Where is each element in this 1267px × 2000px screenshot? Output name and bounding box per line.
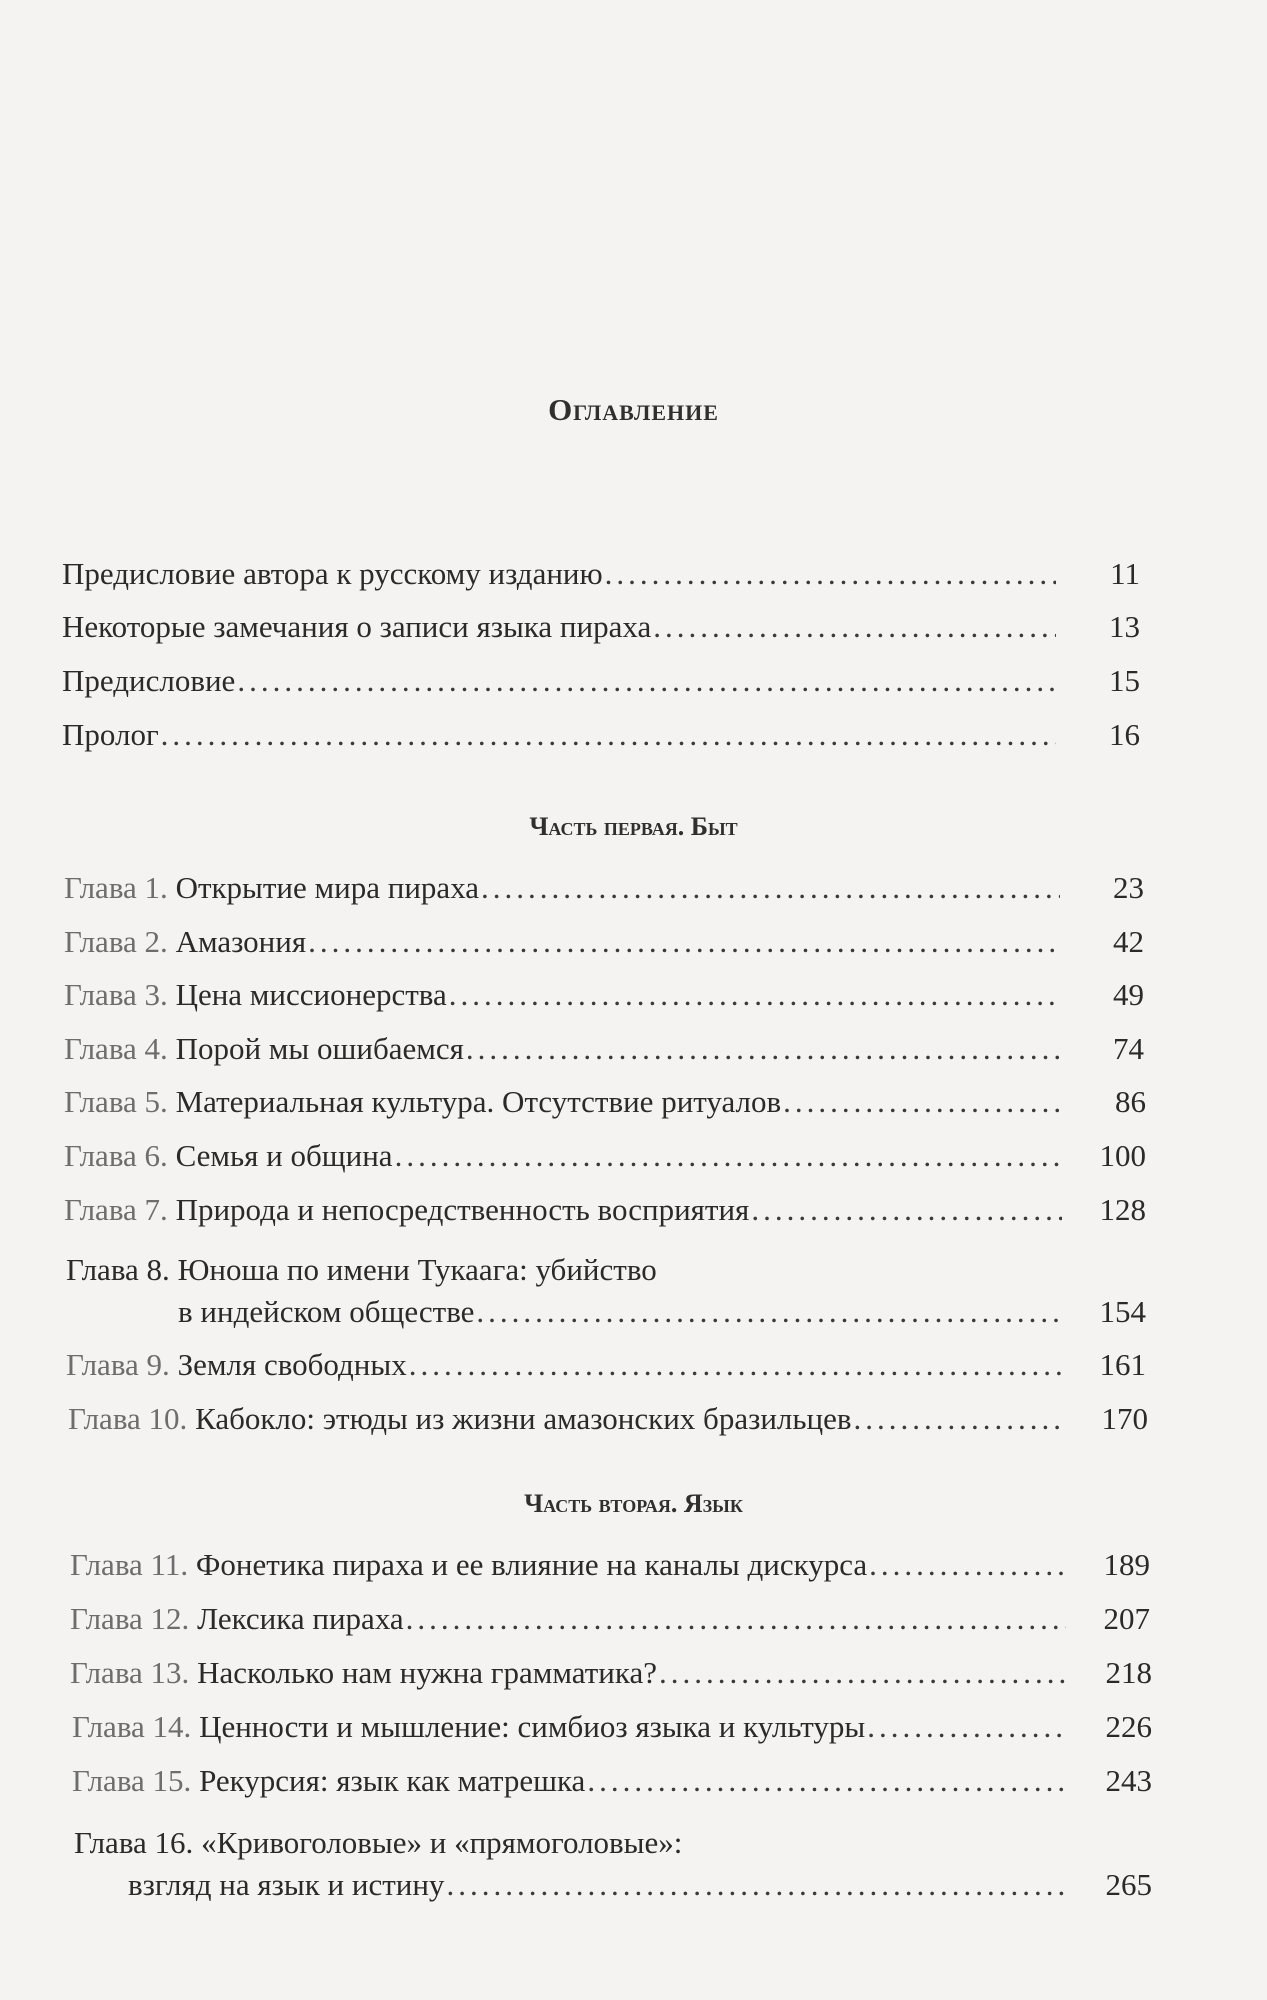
leader-dots bbox=[783, 1081, 1062, 1123]
chapter-title: Открытие мира пираха bbox=[175, 870, 480, 905]
chapter-prefix: Глава 11. bbox=[70, 1547, 189, 1582]
chapter-title-continued: в индейском обществе bbox=[178, 1294, 475, 1329]
toc-entry bbox=[64, 974, 1144, 1016]
page-number: 154 bbox=[1099, 1294, 1146, 1329]
page-number: 226 bbox=[1105, 1709, 1152, 1744]
toc-entry bbox=[64, 1081, 1146, 1123]
page-number: 170 bbox=[1101, 1401, 1148, 1436]
page-number: 243 bbox=[1105, 1763, 1152, 1798]
toc-entry-first-line bbox=[74, 1822, 682, 1864]
entry-label: Предисловие автора к русскому изданию bbox=[62, 556, 603, 591]
page-number: 128 bbox=[1099, 1192, 1146, 1227]
toc-entry bbox=[66, 1344, 1146, 1386]
toc-entry bbox=[64, 1028, 1144, 1070]
leader-dots bbox=[449, 974, 1060, 1016]
section-heading: Часть первая. Быт bbox=[529, 812, 738, 841]
page-number: 161 bbox=[1099, 1347, 1146, 1382]
leader-dots bbox=[446, 1864, 1068, 1906]
chapter-title: Юноша по имени Тукаага: убийство bbox=[177, 1252, 657, 1287]
leader-dots bbox=[406, 1598, 1066, 1640]
chapter-prefix: Глава 4. bbox=[64, 1031, 168, 1066]
chapter-title: «Кривоголовые» и «прямоголовые»: bbox=[201, 1825, 683, 1860]
leader-dots bbox=[869, 1544, 1066, 1586]
chapter-title: Насколько нам нужна грамматика? bbox=[197, 1655, 658, 1690]
page-number: 100 bbox=[1099, 1138, 1146, 1173]
leader-dots bbox=[308, 921, 1060, 963]
entry-label: Пролог bbox=[62, 717, 159, 752]
chapter-title: Фонетика пираха и ее влияние на каналы дискурса bbox=[195, 1547, 868, 1582]
page-title: Оглавление bbox=[548, 392, 719, 427]
chapter-prefix: Глава 8. bbox=[66, 1252, 170, 1287]
leader-dots bbox=[751, 1189, 1062, 1231]
page-number: 207 bbox=[1103, 1601, 1150, 1636]
chapter-prefix: Глава 12. bbox=[70, 1601, 190, 1636]
chapter-title: Лексика пираха bbox=[197, 1601, 404, 1636]
toc-entry bbox=[62, 660, 1140, 702]
chapter-prefix: Глава 1. bbox=[64, 870, 168, 905]
page-number: 15 bbox=[1109, 663, 1140, 698]
chapter-prefix: Глава 10. bbox=[68, 1401, 188, 1436]
toc-entry bbox=[62, 714, 1140, 756]
page-number: 86 bbox=[1115, 1084, 1146, 1119]
chapter-prefix: Глава 9. bbox=[66, 1347, 170, 1382]
entry-label bbox=[72, 1706, 865, 1748]
chapter-title: Земля свободных bbox=[177, 1347, 407, 1382]
entry-label bbox=[70, 1544, 867, 1586]
chapter-prefix: Глава 16. bbox=[74, 1825, 194, 1860]
toc-entry-first-line bbox=[66, 1249, 657, 1291]
leader-dots bbox=[587, 1760, 1068, 1802]
leader-dots bbox=[409, 1344, 1062, 1386]
chapter-title: Цена миссионерства bbox=[175, 977, 447, 1012]
leader-dots bbox=[659, 1652, 1068, 1694]
entry-label bbox=[66, 1344, 407, 1386]
toc-entry bbox=[68, 1398, 1148, 1440]
entry-label bbox=[70, 1598, 404, 1640]
section-heading: Часть вторая. Язык bbox=[524, 1489, 743, 1518]
page-number: 265 bbox=[1105, 1867, 1152, 1902]
entry-label bbox=[64, 1189, 749, 1231]
chapter-title: Амазония bbox=[175, 924, 307, 959]
leader-dots bbox=[481, 867, 1060, 909]
page-number: 218 bbox=[1105, 1655, 1152, 1690]
chapter-prefix: Глава 13. bbox=[70, 1655, 190, 1690]
toc-entry bbox=[64, 921, 1144, 963]
toc-entry bbox=[70, 1544, 1150, 1586]
page-number: 16 bbox=[1109, 717, 1140, 752]
chapter-prefix: Глава 7. bbox=[64, 1192, 168, 1227]
entry-label bbox=[72, 1760, 585, 1802]
leader-dots bbox=[605, 553, 1056, 595]
leader-dots bbox=[476, 1291, 1062, 1333]
entry-label: Предисловие bbox=[62, 663, 236, 698]
toc-entry bbox=[128, 1864, 1152, 1906]
entry-label bbox=[64, 921, 306, 963]
chapter-prefix: Глава 5. bbox=[64, 1084, 168, 1119]
page-number: 13 bbox=[1109, 609, 1140, 644]
entry-label bbox=[64, 1081, 781, 1123]
leader-dots bbox=[237, 660, 1056, 702]
leader-dots bbox=[854, 1398, 1064, 1440]
leader-dots bbox=[653, 606, 1056, 648]
toc-entry bbox=[72, 1760, 1152, 1802]
entry-label: Некоторые замечания о записи языка пираха bbox=[62, 609, 652, 644]
chapter-title: Природа и непосредственность восприятия bbox=[175, 1192, 750, 1227]
chapter-prefix: Глава 3. bbox=[64, 977, 168, 1012]
toc-entry bbox=[64, 1135, 1146, 1177]
entry-label bbox=[64, 867, 479, 909]
toc-entry bbox=[72, 1706, 1152, 1748]
chapter-prefix: Глава 6. bbox=[64, 1138, 168, 1173]
chapter-prefix: Глава 2. bbox=[64, 924, 168, 959]
toc-entry bbox=[62, 553, 1140, 595]
chapter-prefix: Глава 15. bbox=[72, 1763, 192, 1798]
entry-label bbox=[64, 1028, 464, 1070]
chapter-title: Рекурсия: язык как матрешка bbox=[199, 1763, 586, 1798]
chapter-title: Семья и община bbox=[175, 1138, 393, 1173]
leader-dots bbox=[867, 1706, 1068, 1748]
toc-entry bbox=[64, 1189, 1146, 1231]
toc-entry bbox=[178, 1291, 1146, 1333]
toc-entry bbox=[70, 1598, 1150, 1640]
toc-entry bbox=[64, 867, 1144, 909]
toc-entry bbox=[70, 1652, 1152, 1694]
entry-label bbox=[64, 974, 447, 1016]
entry-label bbox=[64, 1135, 393, 1177]
chapter-title-continued: взгляд на язык и истину bbox=[128, 1867, 445, 1902]
chapter-title: Ценности и мышление: симбиоз языка и культуры bbox=[199, 1709, 866, 1744]
leader-dots bbox=[161, 714, 1056, 756]
toc-entry bbox=[62, 606, 1140, 648]
chapter-title: Кабокло: этюды из жизни амазонских бразильцев bbox=[195, 1401, 852, 1436]
page-number: 11 bbox=[1110, 556, 1140, 591]
page-number: 23 bbox=[1113, 870, 1144, 905]
page-number: 189 bbox=[1103, 1547, 1150, 1582]
page-number: 49 bbox=[1113, 977, 1144, 1012]
leader-dots bbox=[395, 1135, 1062, 1177]
leader-dots bbox=[466, 1028, 1060, 1070]
page-number: 74 bbox=[1113, 1031, 1144, 1066]
entry-label bbox=[70, 1652, 657, 1694]
chapter-title: Материальная культура. Отсутствие ритуалов bbox=[175, 1084, 782, 1119]
page-number: 42 bbox=[1113, 924, 1144, 959]
chapter-title: Порой мы ошибаемся bbox=[175, 1031, 464, 1066]
chapter-prefix: Глава 14. bbox=[72, 1709, 192, 1744]
entry-label bbox=[68, 1398, 852, 1440]
